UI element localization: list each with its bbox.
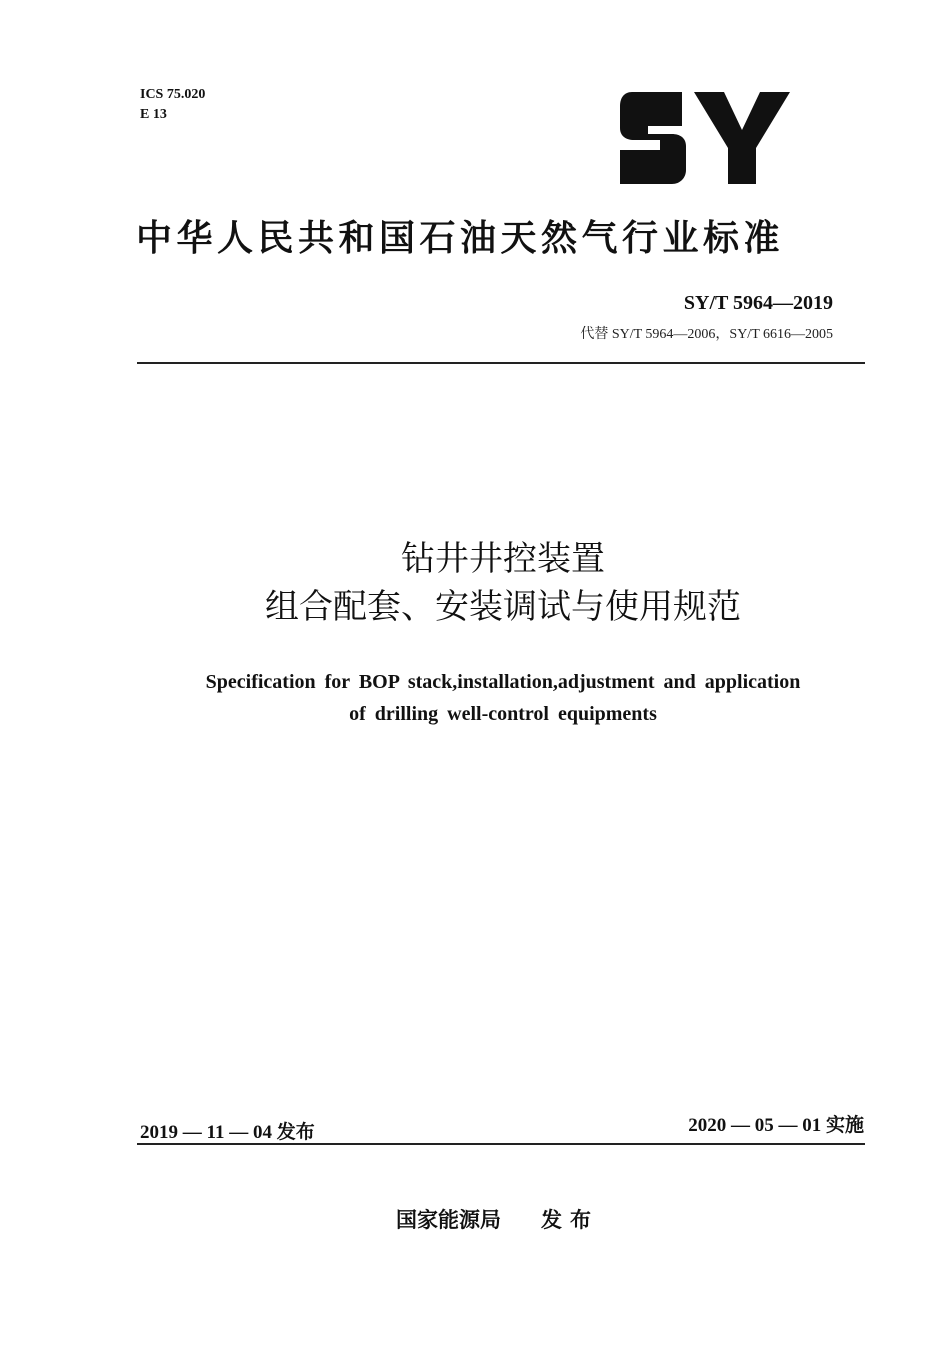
classification-codes — [140, 85, 205, 125]
issuer — [396, 1204, 599, 1234]
title-zh-line1: 钻井井控装置 — [401, 539, 605, 579]
standard-number: SY/T 5964—2019 — [683, 292, 833, 314]
title-en-line2: of drilling well-control equipments — [349, 703, 657, 725]
top-divider — [137, 362, 865, 364]
sy-logo — [618, 88, 798, 188]
replaces-note: 代替 SY/T 5964—2006，SY/T 6616—2005 — [580, 327, 833, 342]
title-en-line1: Specification for BOP stack,installation,adjustment and application — [205, 671, 801, 693]
standard-category-title: 中华人民共和国石油天然气行业标准 — [136, 218, 785, 259]
title-zh-line2: 组合配套、安装调试与使用规范 — [265, 587, 741, 627]
bottom-divider — [137, 1143, 865, 1145]
issuer-name: 国家能源局 — [396, 1208, 501, 1232]
implementation-date: 2020 — 05 — 01 实施 — [688, 1115, 864, 1136]
issuer-action: 发布 — [541, 1208, 599, 1232]
publish-date: 2019 — 11 — 04 发布 — [140, 1122, 315, 1143]
title-english — [0, 666, 950, 730]
class-code: E 13 — [140, 107, 167, 122]
title-chinese — [0, 535, 950, 631]
ics-code: ICS 75.020 — [140, 87, 206, 102]
